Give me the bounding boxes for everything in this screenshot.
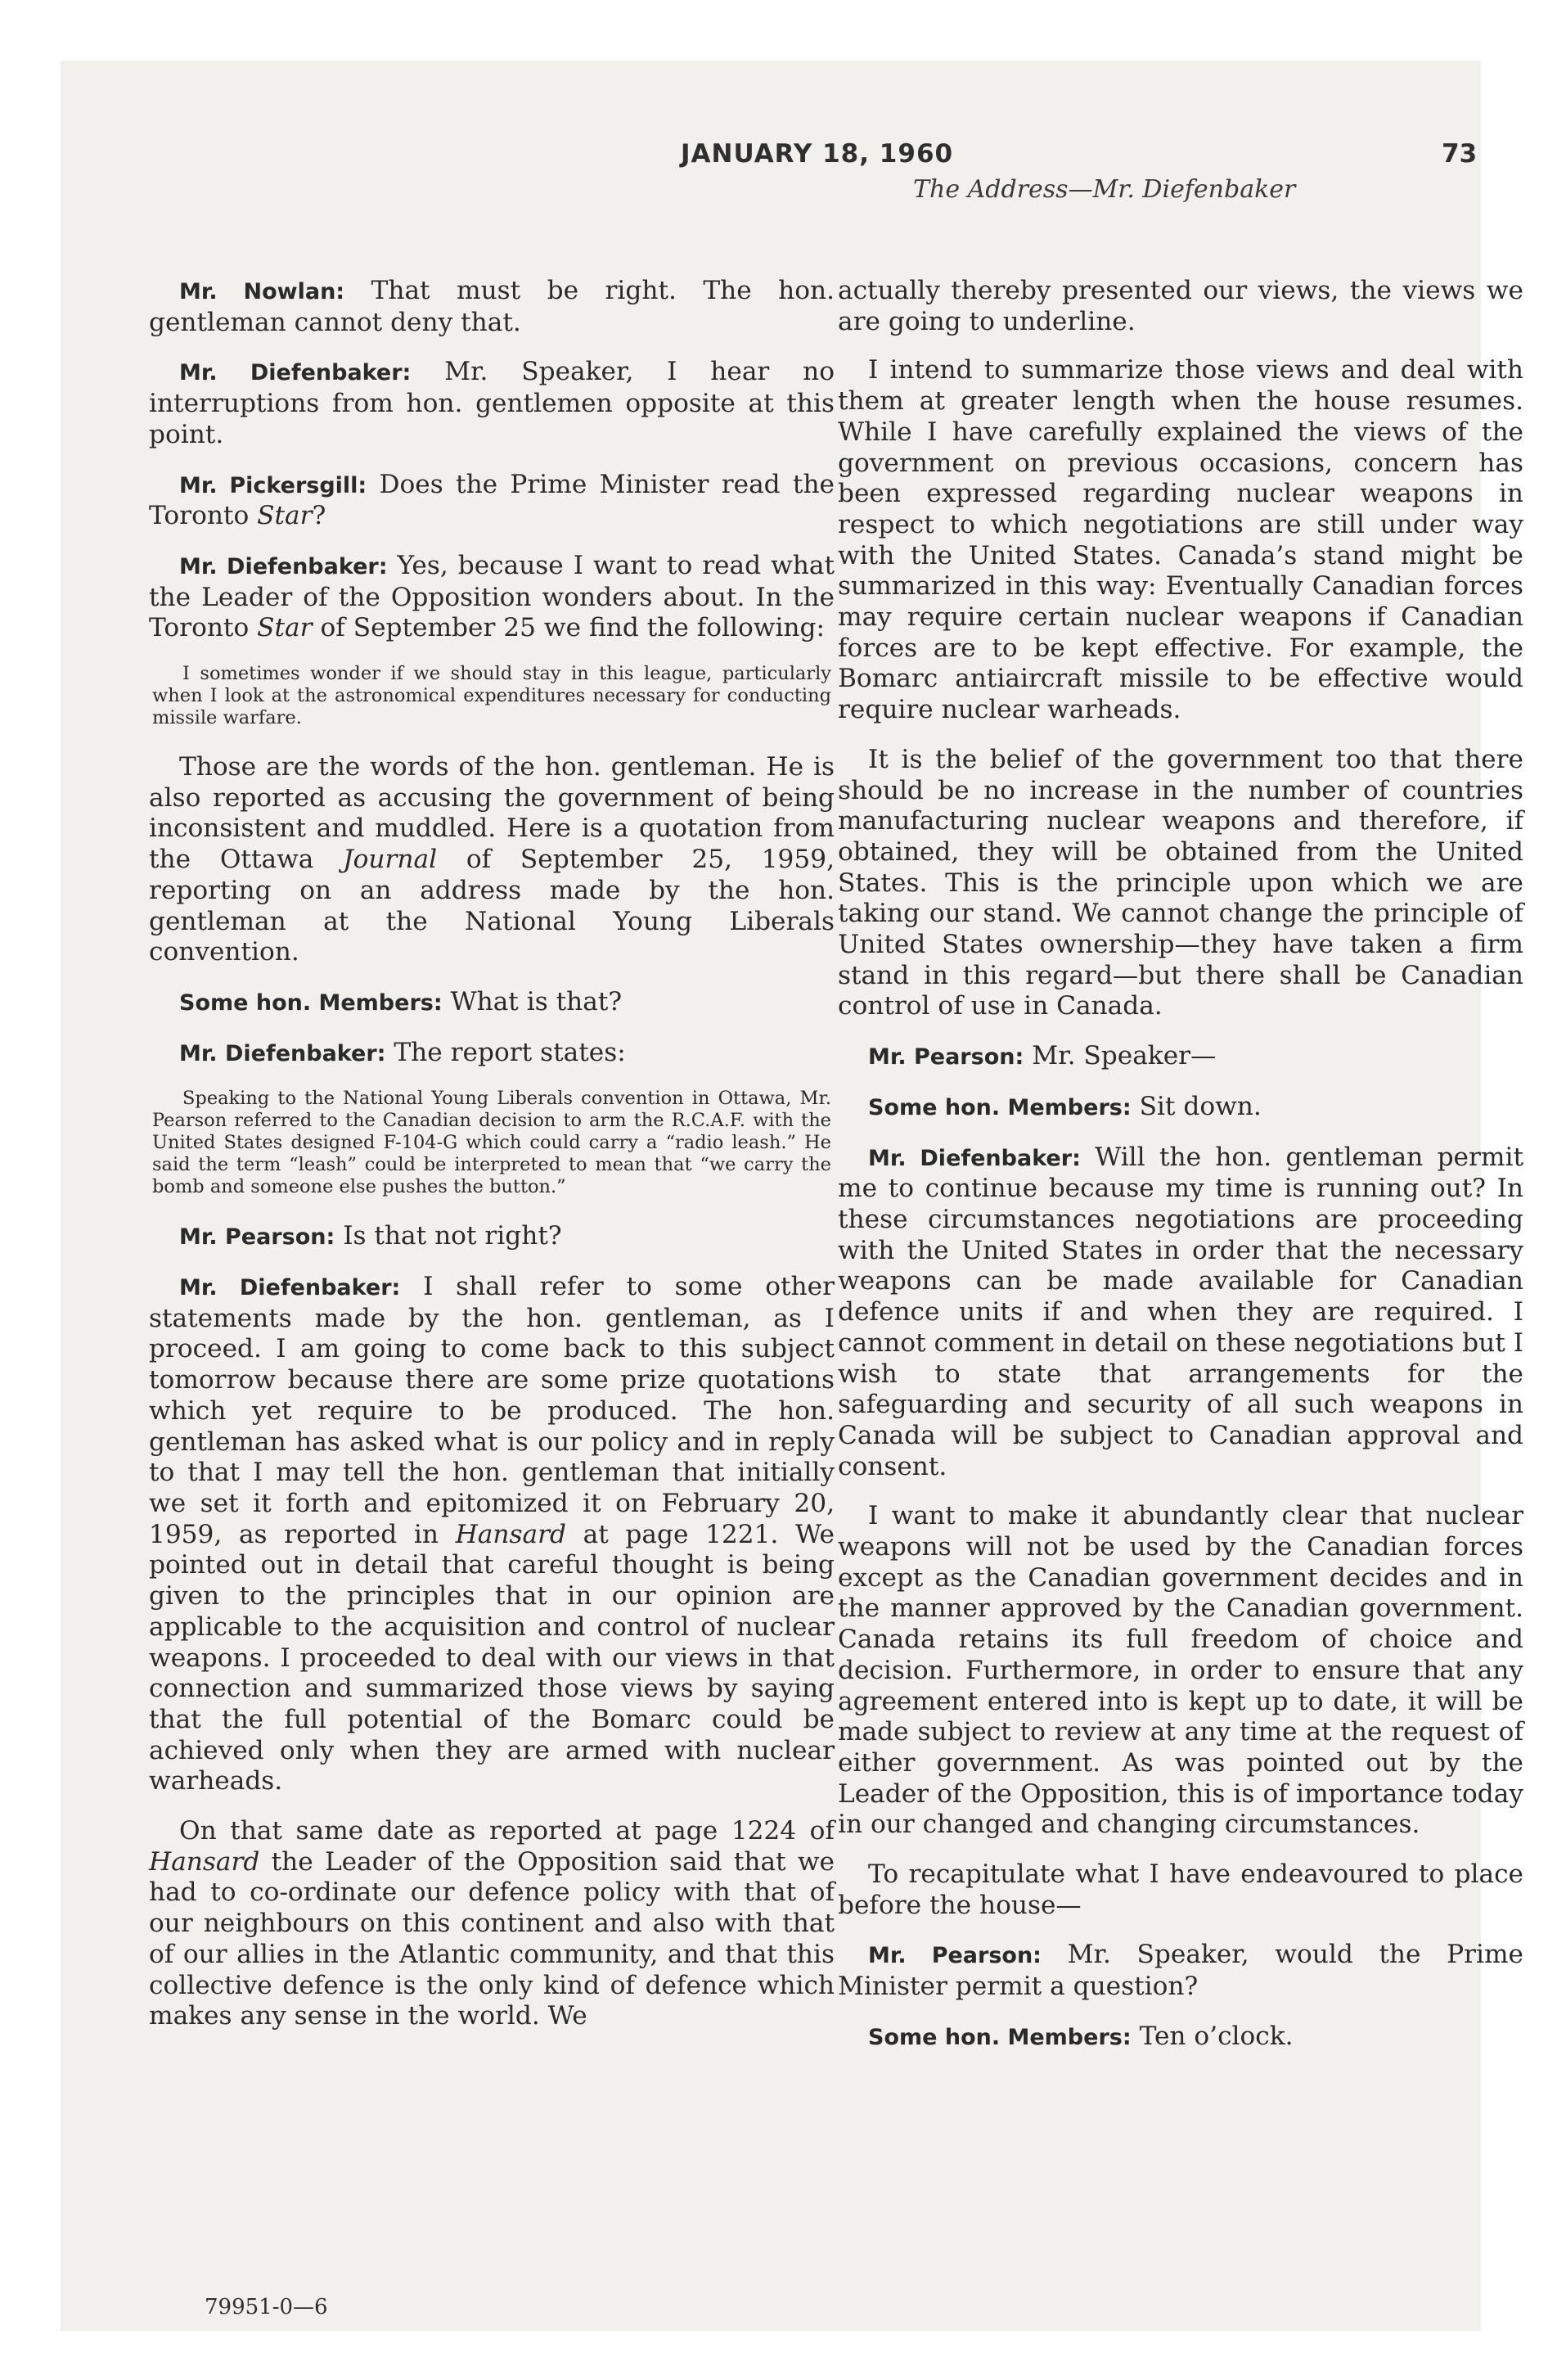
speaker-name: Some hon. Members: [179,989,443,1016]
paragraph [149,752,835,968]
speaker-name: Mr. Pearson: [868,1044,1024,1071]
paragraph [838,1092,1523,1124]
speech-text: Does the Prime Minister read the Toronto [149,469,835,531]
speech-text: That must be right. The hon. gentleman cannot deny that. [149,276,835,337]
paragraph: actually thereby presented our views, the views we are going to underline. [838,276,1523,336]
italic-title: Star [257,613,313,643]
paragraph [838,2022,1523,2053]
folio-mark: 79951-0—6 [205,2295,328,2319]
speech-text: ? [312,501,326,531]
header-date: JANUARY 18, 1960 [681,139,954,169]
speaker-name: Mr. Diefenbaker: [868,1145,1081,1171]
speech-text: The report states: [394,1037,626,1067]
speaker-name: Some hon. Members: [868,2024,1132,2050]
paragraph [149,987,835,1019]
speech-text: the Leader of the Opposition said that we had to co-ordinate our defence policy with that of our neighbours on this continent and also with that of our allies in the Atlantic community, and that this collective defence is the only kind of defence which makes any sense in the world. We [149,1846,835,2031]
speech-text: Is that not right? [343,1221,562,1251]
paragraph [149,470,835,532]
speaker-name: Mr. Diefenbaker: [179,553,388,579]
italic-title: Journal [343,845,438,875]
paragraph [838,1143,1523,1483]
speech-text: Will the hon. gentleman permit me to continue because my time is running out? In these circumstances negotiations are proceeding with the United States in order that the necessary weapons can be made available for Canadian defence units if and when they are required. I cannot comment in detail on these negotiations but I wish to state that arrangements for the safeguarding and security of all such weapons in Canada will be subject to Canadian approval and consent. [838,1142,1523,1481]
speech-text: On that same date as reported at page 1224 of [179,1816,835,1846]
speech-text: Those are the words of the hon. gentleman. He is also reported as accusing the government of being inconsistent and muddled. Here is a quotation from the Ottawa [149,752,835,875]
paragraph: I intend to summarize those views and deal with them at greater length when the house resumes. While I have carefully explained the views of the government on previous occasions, concern has been expressed regarding nuclear weapons in respect to which negotiations are still under way with the United States. Canada’s stand might be summarized in this way: Eventually Canadian forces may require certain nuclear weapons if Canadian forces are to be kept effective. For example, the Bomarc antiaircraft missile to be effective would require nuclear warheads. [838,355,1523,725]
block-quote: Speaking to the National Young Liberals convention in Ottawa, Mr. Pearson referred to the Canadian decision to arm the R.C.A.F. with the United States designed F-104-G which could carry a “radio leash.” He said the term “leash” could be interpreted to mean that “we carry the bomb and someone else pushes the button.” [152,1088,831,1198]
paragraph [149,276,835,338]
paragraph: I want to make it abundantly clear that nuclear weapons will not be used by the Canadian forces except as the Canadian government decides and in the manner approved by the Canadian government. Canada retains its full freedom of choice and decision. Furthermore, in order to ensure that any agreement entered into is kept up to date, it will be made subject to review at any time at the request of either government. As was pointed out by the Leader of the Opposition, this is of importance today in our changed and changing circumstances. [838,1501,1523,1840]
page-sheet [61,61,1523,2331]
italic-title: Hansard [455,1519,566,1549]
running-head: The Address—Mr. Diefenbaker [913,175,1296,204]
speech-text: of September 25 we find the following: [312,613,825,643]
paragraph [149,1221,835,1253]
speech-text: at page 1221. We pointed out in detail that careful thought is being given to the principles that in our opinion are applicable to the acquisition and control of nuclear weapons. I proceeded to deal with our views in that connection and summarized those views by saying that the full potential of the Bomarc could be achieved only when they are armed with nuclear warheads. [149,1519,835,1796]
speaker-name: Mr. Pearson: [868,1943,1042,1969]
paragraph [149,551,835,644]
speaker-name: Mr. Diefenbaker: [179,1275,401,1301]
speech-text: Ten o’clock. [1139,2021,1294,2051]
italic-title: Star [257,501,313,531]
right-column [838,276,1523,2072]
speaker-name: Mr. Nowlan: [179,279,345,304]
speaker-name: Mr. Pickersgill: [179,472,367,498]
page-number: 73 [1442,139,1478,169]
speech-text: What is that? [450,986,623,1016]
left-column [149,276,835,2051]
italic-title: Hansard [149,1846,260,1877]
speech-text: Yes, because I want to read what the Leader of the Opposition wonders about. In the Toronto [149,550,835,643]
paragraph [149,1816,835,2032]
paragraph [838,1041,1523,1073]
speaker-name: Mr. Pearson: [179,1224,335,1251]
speaker-name: Mr. Diefenbaker: [179,1040,386,1066]
speech-text: I shall refer to some other statements made by the hon. gentleman, as I proceed. I am going to come back to this subject tomorrow because there are some prize quotations which yet require to be produced. The hon. gentleman has asked what is our policy and in reply to that I may tell the hon. gentleman that initially we set it forth and epitomized it on February 20, 1959, as reported in [149,1272,835,1549]
speech-text: Mr. Speaker, would the Prime Minister permit a question? [838,1940,1523,2002]
paragraph [149,1272,835,1797]
speech-text: Sit down. [1139,1091,1262,1121]
paragraph [838,1940,1523,2002]
paragraph: To recapitulate what I have endeavoured to place before the house— [838,1859,1523,1920]
speaker-name: Mr. Diefenbaker: [179,360,412,386]
paragraph: It is the belief of the government too that there should be no increase in the number of countries manufacturing nuclear weapons and therefore, if obtained, they will be obtained from the United States. This is the principle upon which we are taking our stand. We cannot change the principle of United States ownership—they have taken a firm stand in this regard—but there shall be Canadian control of use in Canada. [838,744,1523,1021]
speech-text: Mr. Speaker— [1032,1041,1217,1071]
speech-text: of September 25, 1959, reporting on an address made by the hon. gentleman at the National Young Liberals convention. [149,845,835,967]
speaker-name: Some hon. Members: [868,1094,1132,1120]
block-quote: I sometimes wonder if we should stay in this league, particularly when I look at the astronomical expenditures necessary for conducting missile warfare. [152,663,831,729]
speech-text: Mr. Speaker, I hear no interruptions from hon. gentlemen opposite at this point. [149,357,835,449]
paragraph [149,357,835,450]
paragraph [149,1038,835,1070]
